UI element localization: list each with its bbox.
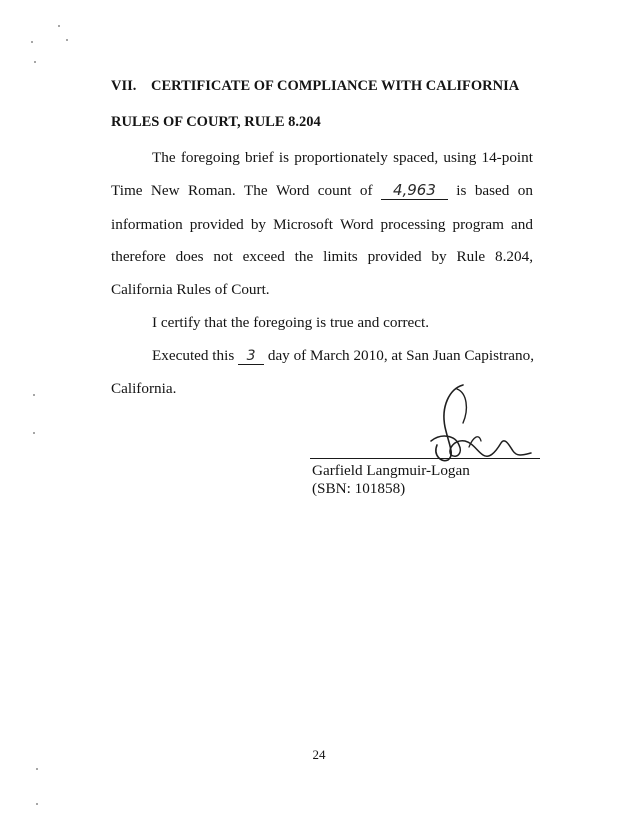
signature-line: [310, 458, 540, 459]
section-number: VII.: [111, 78, 137, 94]
heading-line-2: RULES OF COURT, RULE 8.204: [111, 114, 321, 130]
scan-speck: [33, 394, 35, 396]
signer-bar-number: (SBN: 101858): [312, 480, 406, 497]
paragraph-line-1: The foregoing brief is proportionately spaced, using 14-point: [152, 149, 533, 166]
executed-line: [111, 347, 533, 365]
scan-speck: [31, 41, 33, 43]
executed-suffix: day of March 2010, at San Juan Capistrano,: [267, 347, 534, 364]
section-heading-cont: [111, 113, 321, 131]
scan-speck: [36, 803, 38, 805]
certify-statement: I certify that the foregoing is true and correct.: [152, 314, 430, 331]
scan-speck: [34, 61, 36, 63]
scan-speck: [33, 432, 35, 434]
paragraph-line-4: therefore does not exceed the limits provided by Rule 8.204,: [111, 248, 533, 265]
executed-prefix: Executed this: [152, 347, 235, 364]
scan-speck: [36, 768, 38, 770]
paragraph-line-3: information provided by Microsoft Word processing program and: [111, 216, 533, 233]
paragraph-line-5: California Rules of Court.: [111, 281, 270, 298]
heading-line-1: CERTIFICATE OF COMPLIANCE WITH CALIFORNIA: [151, 78, 520, 94]
paragraph-line-2: Time New Roman. The Word count of 4,963 is based on: [111, 181, 533, 199]
handwritten-day: 3: [238, 348, 264, 365]
page-number: 24: [312, 747, 326, 762]
signature-image: [345, 383, 535, 463]
section-heading: [111, 77, 519, 95]
handwritten-word-count: 4,963: [381, 182, 448, 200]
signer-name: Garfield Langmuir-Logan: [312, 462, 470, 479]
scan-speck: [58, 25, 60, 27]
executed-place: California.: [111, 380, 177, 397]
scan-speck: [66, 39, 68, 41]
